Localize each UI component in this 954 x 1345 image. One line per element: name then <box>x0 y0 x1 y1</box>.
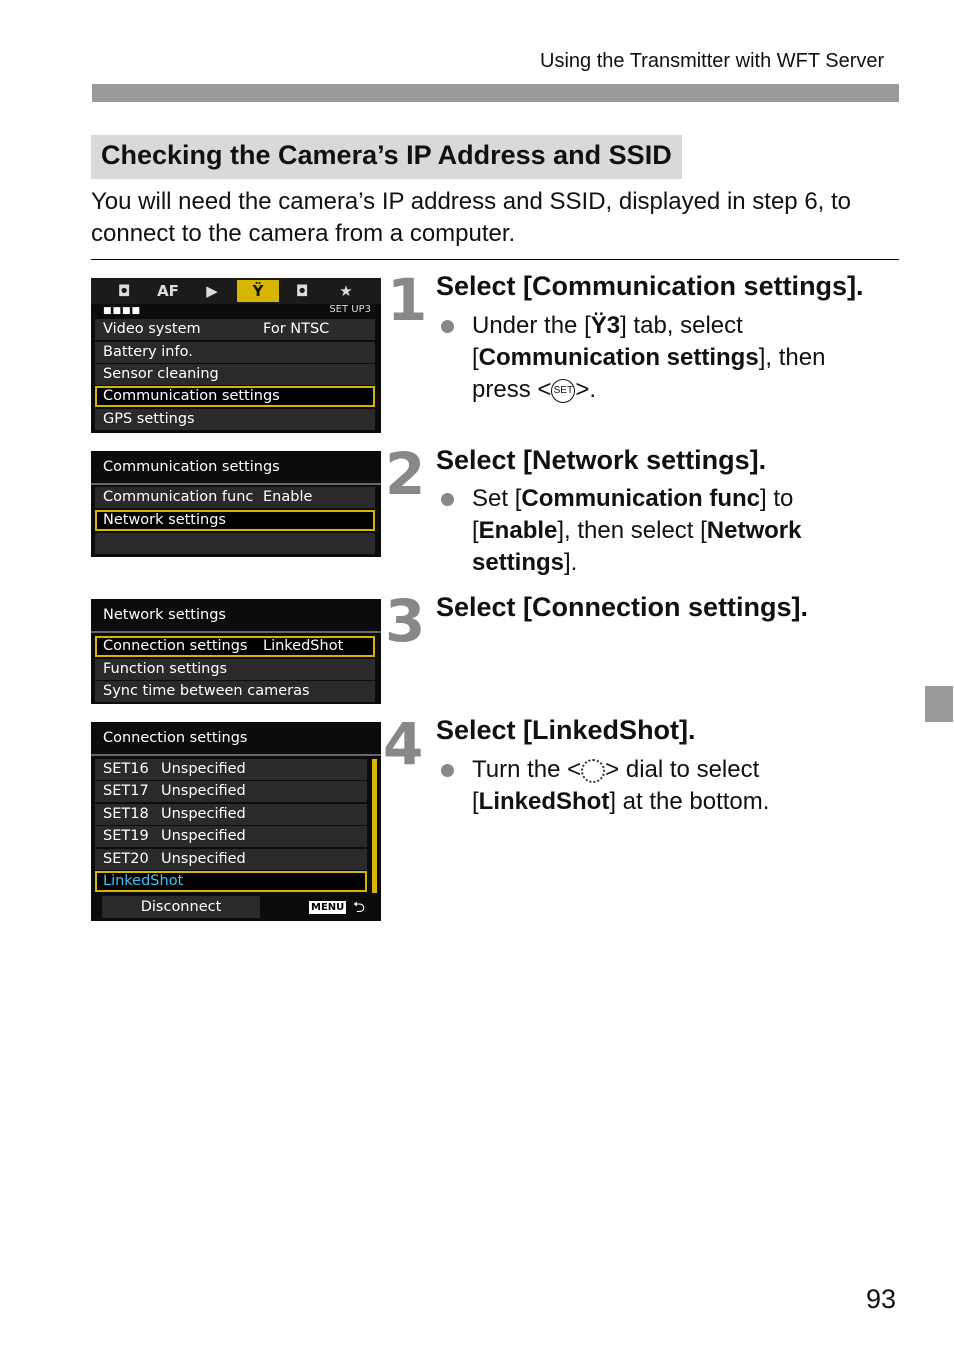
tab-setup-icon: Ÿ <box>237 280 279 302</box>
setup-tab-icon: Ÿ3 <box>590 312 621 339</box>
tab-label: SET UP3 <box>329 304 371 315</box>
bullet-icon <box>441 493 454 506</box>
menu-row-empty <box>95 533 375 554</box>
screen-title: Network settings <box>103 607 226 623</box>
camera-screen-communication-settings <box>91 451 381 557</box>
tab-custom-icon: ◘ <box>295 282 309 300</box>
menu-row-network-settings: Network settings <box>95 510 375 531</box>
camera-screen-connection-settings <box>91 722 381 921</box>
divider <box>91 259 899 260</box>
menu-row-linkedshot: LinkedShot <box>95 871 367 892</box>
step-number: 4 <box>383 710 424 778</box>
bullet-icon <box>441 320 454 333</box>
scrollbar <box>372 759 377 893</box>
intro-paragraph: You will need the camera’s IP address and SSID, displayed in step 6, to connect to the camera from a computer. <box>91 188 852 247</box>
menu-row-communication-settings: Communication settings <box>95 386 375 407</box>
divider <box>91 631 381 633</box>
tab-mymenu-icon: ★ <box>339 282 353 300</box>
tab-playback-icon: ▶ <box>206 282 218 300</box>
back-arrow-icon: ⮌ <box>353 898 366 916</box>
section-title: Checking the Camera’s IP Address and SSID <box>91 135 682 179</box>
set-button-icon: SET <box>551 379 575 403</box>
header-bar <box>92 84 899 102</box>
disconnect-button: Disconnect <box>102 896 260 918</box>
menu-row-sync-time: Sync time between cameras <box>95 681 375 702</box>
menu-row-sensor-cleaning: Sensor cleaning <box>95 364 375 385</box>
bullet-icon <box>441 764 454 777</box>
screen-title: Communication settings <box>103 459 280 475</box>
chapter-thumb-tab <box>925 686 953 722</box>
tab-af: AF <box>157 282 179 300</box>
step-number: 2 <box>385 440 426 508</box>
menu-row-connection-settings: Connection settings LinkedShot <box>95 636 375 657</box>
menu-key-icon: MENU <box>311 902 345 913</box>
step-heading: Select [Connection settings]. <box>436 592 809 622</box>
set-row: SET17 Unspecified <box>95 781 367 802</box>
divider <box>91 754 381 756</box>
page-dots: ■■■■ <box>103 306 142 316</box>
menu-row-function-settings: Function settings <box>95 659 375 680</box>
camera-screen-setup-menu <box>91 278 381 433</box>
tab-shooting-icon: ◘ <box>117 282 131 300</box>
page-number: 93 <box>866 1284 897 1314</box>
step-heading: Select [Network settings]. <box>436 445 767 475</box>
step-number: 1 <box>387 266 428 334</box>
menu-tabs <box>91 278 381 304</box>
step-instruction: Set [Communication func] to [Enable], then select [Network settings]. <box>472 483 882 579</box>
step-instruction: Under the [Ÿ3] tab, select [Communication settings], then press < SET>. <box>472 310 882 406</box>
menu-row-battery: Battery info. <box>95 342 375 363</box>
set-row: SET20 Unspecified <box>95 849 367 870</box>
camera-screen-network-settings <box>91 599 381 704</box>
step-heading: Select [Communication settings]. <box>436 271 864 301</box>
menu-row-gps: GPS settings <box>95 409 375 430</box>
step-instruction: Turn the < > dial to select [LinkedShot] at the bottom. <box>472 754 882 818</box>
set-row: SET19 Unspecified <box>95 826 367 847</box>
step-heading: Select [LinkedShot]. <box>436 715 696 745</box>
menu-row-video-system: Video system For NTSC <box>95 319 375 340</box>
divider <box>91 483 381 485</box>
quick-control-dial-icon <box>581 759 605 783</box>
screen-title: Connection settings <box>103 730 248 746</box>
running-head: Using the Transmitter with WFT Server <box>540 50 885 72</box>
set-row: SET18 Unspecified <box>95 804 367 825</box>
set-row: SET16 Unspecified <box>95 759 367 780</box>
step-number: 3 <box>385 587 426 655</box>
menu-row-communication-func: Communication func Enable <box>95 487 375 508</box>
